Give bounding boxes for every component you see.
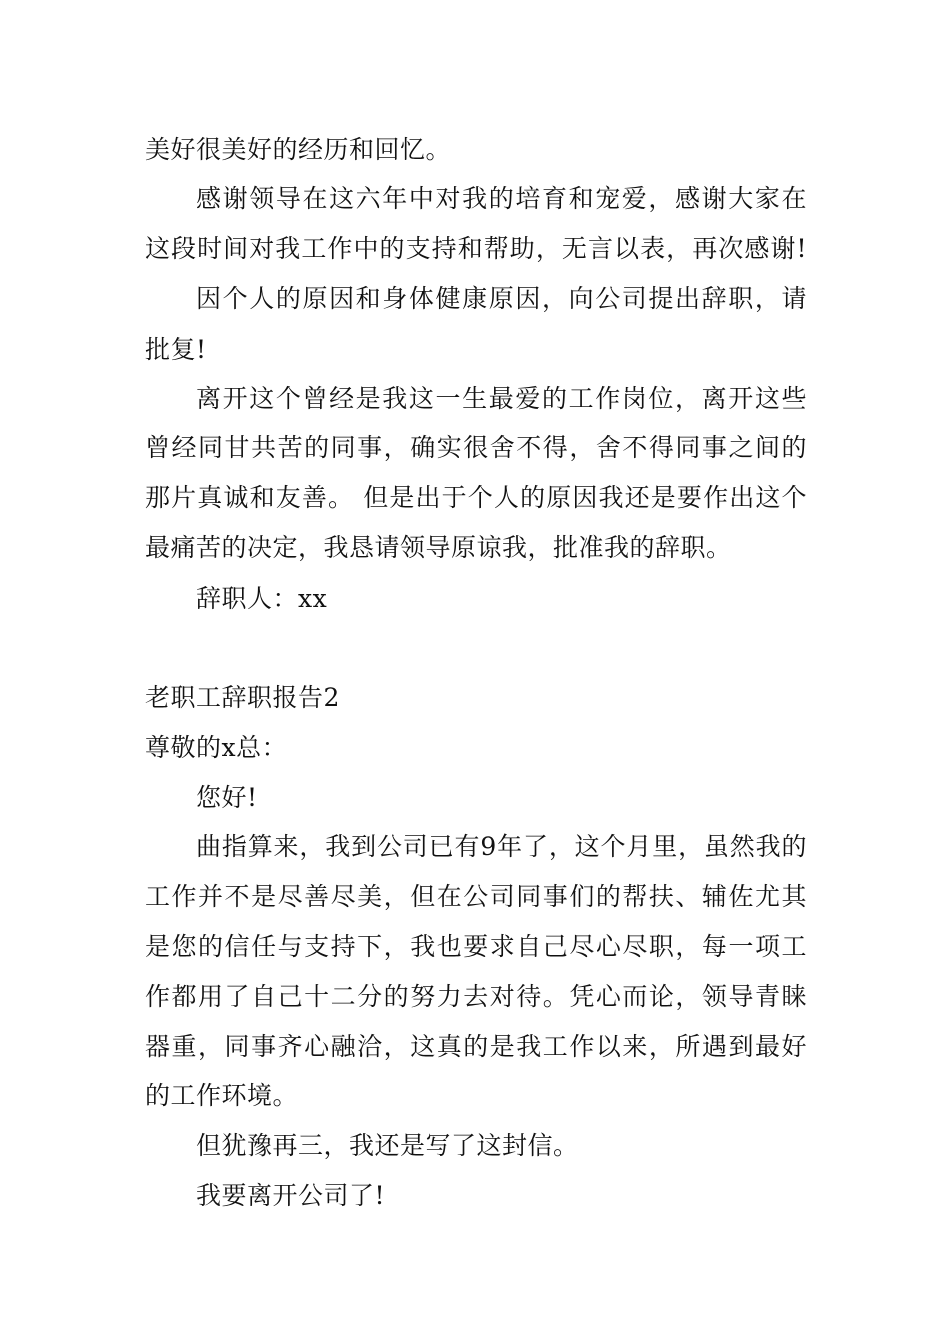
paragraph-line: 感谢领导在这六年中对我的培育和宠爱，感谢大家在 (196, 184, 807, 213)
greeting-line: 您好! (196, 783, 258, 812)
section-title: 老职工辞职报告2 (145, 683, 340, 712)
paragraph-line: 但犹豫再三，我还是写了这封信。 (196, 1131, 579, 1160)
signature-line: 辞职人：xx (196, 584, 328, 613)
paragraph-line: 工作并不是尽善尽美，但在公司同事们的帮扶、辅佐尤其 (145, 882, 807, 911)
salutation: 尊敬的x总： (145, 733, 288, 762)
paragraph-line: 我要离开公司了! (196, 1181, 386, 1210)
paragraph-line: 这段时间对我工作中的支持和帮助，无言以表，再次感谢! (145, 234, 807, 263)
paragraph-line: 批复! (145, 335, 207, 364)
paragraph-line: 美好很美好的经历和回忆。 (145, 135, 452, 164)
paragraph-line: 器重，同事齐心融洽，这真的是我工作以来，所遇到最好 (145, 1032, 807, 1061)
paragraph-line: 因个人的原因和身体健康原因，向公司提出辞职，请 (196, 284, 807, 313)
paragraph-line: 曲指算来，我到公司已有9年了，这个月里，虽然我的 (196, 832, 807, 861)
paragraph-line: 作都用了自己十二分的努力去对待。凭心而论，领导青睐 (145, 982, 807, 1011)
paragraph-line: 离开这个曾经是我这一生最爱的工作岗位，离开这些 (196, 384, 807, 413)
paragraph-line: 那片真诚和友善。 但是出于个人的原因我还是要作出这个 (145, 483, 807, 512)
paragraph-line: 的工作环境。 (145, 1081, 299, 1110)
paragraph-line: 最痛苦的决定，我恳请领导原谅我，批准我的辞职。 (145, 533, 732, 562)
paragraph-line: 曾经同甘共苦的同事，确实很舍不得，舍不得同事之间的 (145, 433, 807, 462)
paragraph-line: 是您的信任与支持下，我也要求自己尽心尽职，每一项工 (145, 932, 807, 961)
